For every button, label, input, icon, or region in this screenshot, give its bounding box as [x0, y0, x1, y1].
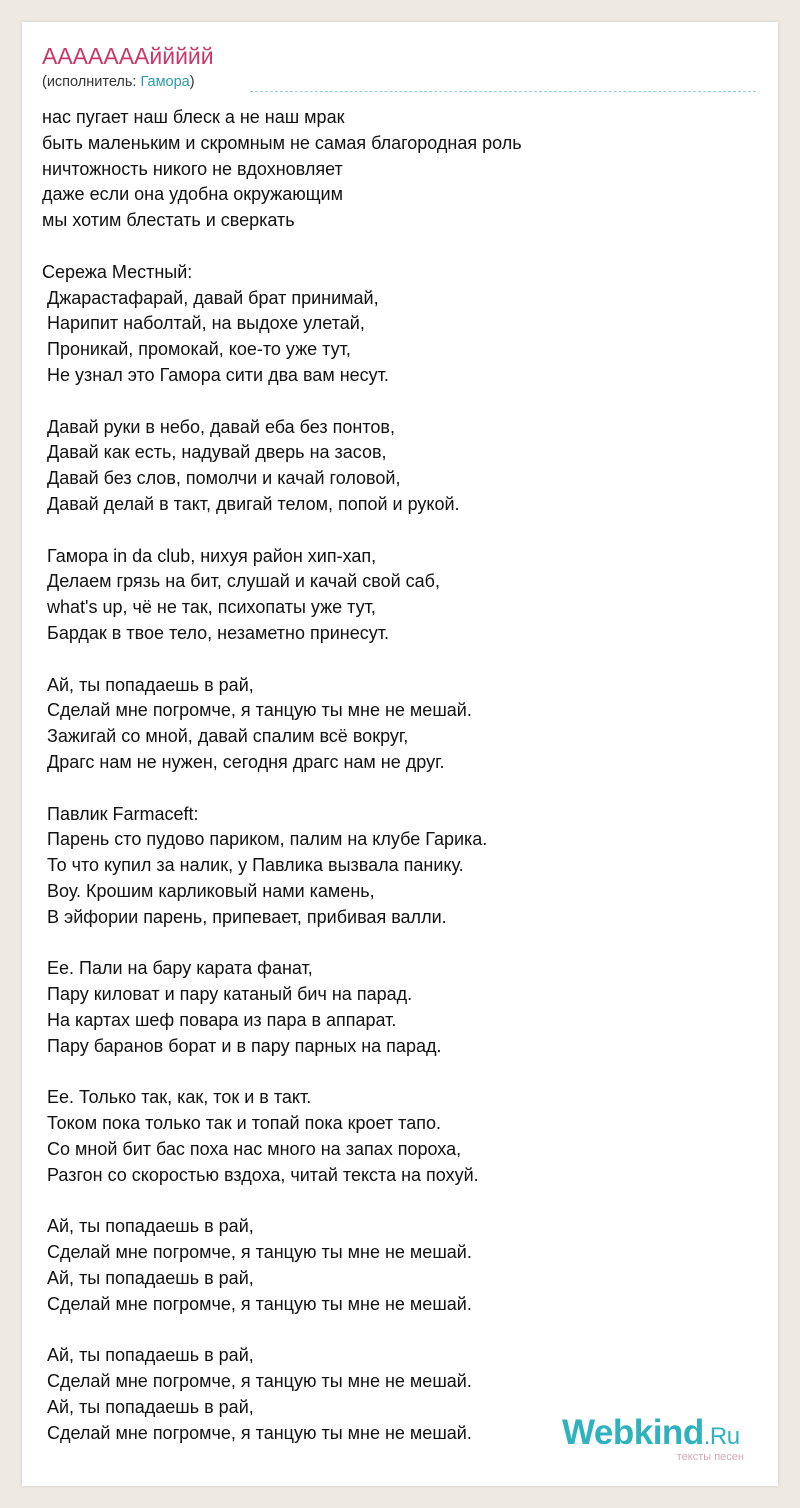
- lyric-line: Ее. Пали на бару карата фанат,: [42, 958, 313, 979]
- lyric-line: Сделай мне погромче, я танцую ты мне не мешай.: [42, 1371, 472, 1392]
- lyric-line: Ее. Только так, как, ток и в такт.: [42, 1087, 312, 1108]
- song-title: АААААААййййй: [42, 43, 214, 69]
- lyric-line: [42, 389, 762, 415]
- lyric-line: Пару киловат и пару катаный бич на парад.: [42, 984, 413, 1005]
- artist-link[interactable]: Гамора: [140, 74, 190, 90]
- lyric-line: Зажигай со мной, давай спалим всё вокруг,: [42, 726, 409, 747]
- lyric-line: Сделай мне погромче, я танцую ты мне не мешай.: [42, 1242, 472, 1263]
- lyric-line: Ай, ты попадаешь в рай,: [42, 1396, 254, 1417]
- lyric-line: Нарипит наболтай, на выдохе улетай,: [42, 313, 365, 334]
- lyrics-text: [42, 105, 762, 1446]
- header-divider: [250, 91, 756, 92]
- lyric-line: В эйфории парень, припевает, прибивая валли.: [42, 906, 447, 927]
- lyric-line: what's up, чё не так, психопаты уже тут,: [42, 597, 376, 618]
- lyric-line: [42, 1317, 762, 1343]
- lyric-line: [42, 1188, 762, 1214]
- artist-prefix: (исполнитель:: [42, 74, 141, 90]
- logo-brand: Webkind: [562, 1413, 704, 1452]
- lyric-line: Сделай мне погромче, я танцую ты мне не мешай.: [42, 1422, 472, 1443]
- lyric-line: мы хотим блестать и сверкать: [42, 210, 295, 231]
- lyric-line: Давай как есть, надувай дверь на засов,: [42, 442, 387, 463]
- lyric-line: даже если она удобна окружающим: [42, 184, 343, 205]
- lyric-line: Сережа Местный:: [42, 261, 193, 282]
- lyric-line: Током пока только так и топай пока кроет тапо.: [42, 1113, 441, 1134]
- lyric-line: Гамора in da club, нихуя район хип-хап,: [42, 545, 377, 566]
- lyric-line: Бардак в твое тело, незаметно принесут.: [42, 622, 389, 643]
- lyric-line: [42, 776, 762, 802]
- lyric-line: Ай, ты попадаешь в рай,: [42, 1345, 254, 1366]
- lyric-line: Воу. Крошим карликовый нами камень,: [42, 880, 375, 901]
- lyric-line: На картах шеф повара из пара в аппарат.: [42, 1009, 397, 1030]
- lyric-line: Проникай, промокай, кое-то уже тут,: [42, 339, 351, 360]
- lyric-line: Разгон со скоростью вздоха, читай текста на похуй.: [42, 1164, 479, 1185]
- lyrics-page: [22, 22, 778, 1486]
- lyric-line: Парень сто пудово париком, палим на клубе Гарика.: [42, 829, 488, 850]
- lyric-line: Ай, ты попадаешь в рай,: [42, 674, 254, 695]
- lyric-line: ничтожность никого не вдохновляет: [42, 158, 343, 179]
- lyric-line: [42, 518, 762, 544]
- artist-line: [42, 72, 195, 92]
- lyric-line: Ай, ты попадаешь в рай,: [42, 1267, 254, 1288]
- lyric-line: Сделай мне погромче, я танцую ты мне не мешай.: [42, 700, 472, 721]
- webkind-logo[interactable]: [562, 1414, 752, 1464]
- logo-tagline: тексты песен: [676, 1451, 744, 1463]
- lyric-line: Со мной бит бас поха нас много на запах пороха,: [42, 1138, 462, 1159]
- lyric-line: Давай без слов, помолчи и качай головой,: [42, 468, 401, 489]
- lyric-line: Джарастафарай, давай брат принимай,: [42, 287, 379, 308]
- lyric-line: [42, 1059, 762, 1085]
- lyric-line: нас пугает наш блеск а не наш мрак: [42, 107, 345, 127]
- lyric-line: Драгс нам не нужен, сегодня драгс нам не друг.: [42, 751, 445, 772]
- lyric-line: Павлик Farmaceft:: [42, 803, 199, 824]
- lyric-line: Давай делай в такт, двигай телом, попой и рукой.: [42, 493, 460, 514]
- logo-tld: .Ru: [703, 1423, 740, 1450]
- lyric-line: быть маленьким и скромным не самая благородная роль: [42, 132, 522, 153]
- artist-suffix: ): [189, 74, 195, 90]
- lyric-line: [42, 647, 762, 673]
- lyric-line: Давай руки в небо, давай еба без понтов,: [42, 416, 395, 437]
- lyric-line: Ай, ты попадаешь в рай,: [42, 1216, 254, 1237]
- lyric-line: Не узнал это Гамора сити два вам несут.: [42, 364, 389, 385]
- lyric-line: [42, 234, 762, 260]
- lyric-line: Пару баранов борат и в пару парных на парад.: [42, 1035, 442, 1056]
- lyric-line: Сделай мне погромче, я танцую ты мне не мешай.: [42, 1293, 472, 1314]
- lyric-line: [42, 931, 762, 957]
- lyric-line: Делаем грязь на бит, слушай и качай свой саб,: [42, 571, 440, 592]
- lyric-line: То что купил за налик, у Павлика вызвала панику.: [42, 855, 464, 876]
- logo-wordmark: [562, 1414, 740, 1456]
